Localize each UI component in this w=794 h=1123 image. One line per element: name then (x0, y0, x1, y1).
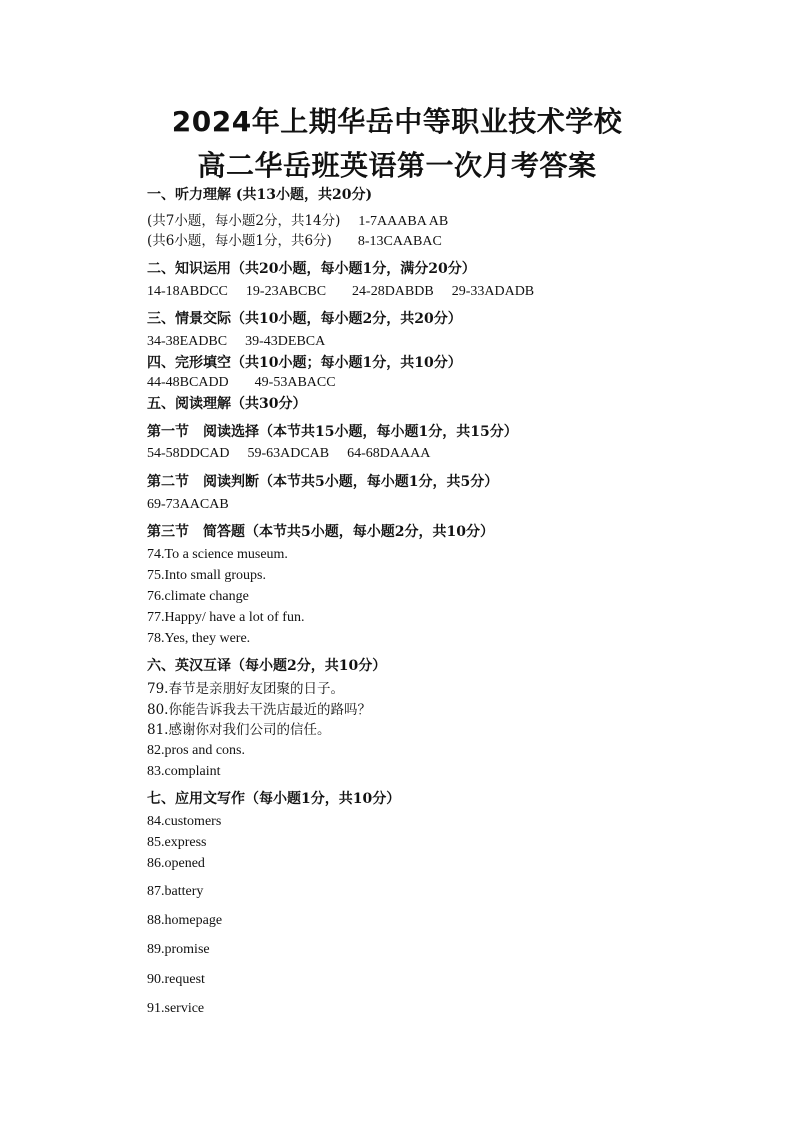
writing-item: 91.service (147, 1001, 205, 1016)
situational-answers-row (147, 333, 325, 351)
section-writing-heading: 七、应用文写作（每小题1分，共10分） (147, 791, 401, 807)
writing-item: 89.promise (147, 942, 210, 957)
short-answer-item: 75.Into small groups. (147, 568, 266, 583)
short-answer-item: 74.To a science museum. (147, 547, 288, 562)
knowledge-answers-row (147, 283, 534, 301)
listening-part2-row (147, 232, 442, 251)
translation-item: 79.春节是亲朋好友团聚的日子。 (147, 681, 344, 697)
listening-part2-note: (共6小题，每小题1分，共6分) (147, 233, 332, 249)
listening-part1-answers: 1-7AAABA AB (358, 214, 449, 229)
section-cloze-heading: 四、完形填空（共10小题；每小题1分，共10分） (147, 355, 462, 371)
writing-item: 88.homepage (147, 913, 223, 928)
reading-part1-heading: 第一节 阅读选择（本节共15小题，每小题1分，共15分） (147, 424, 518, 440)
translation-item: 82.pros and cons. (147, 743, 245, 758)
situational-answer-group: 34-38EADBC (147, 334, 228, 349)
reading-answer-group: 64-68DAAAA (347, 446, 431, 461)
short-answer-item: 78.Yes, they were. (147, 631, 251, 646)
reading-part2-heading: 第二节 阅读判断（本节共5小题，每小题1分，共5分） (147, 474, 499, 490)
section-translation-heading: 六、英汉互译（每小题2分，共10分） (147, 658, 387, 674)
reading-part3-heading: 第三节 简答题（本节共5小题，每小题2分，共10分） (147, 524, 494, 540)
translation-item: 81.感谢你对我们公司的信任。 (147, 722, 331, 738)
writing-item: 85.express (147, 835, 207, 850)
cloze-answer-group: 49-53ABACC (254, 375, 336, 390)
section-situational-heading: 三、情景交际（共10小题，每小题2分，共20分） (147, 311, 462, 327)
translation-item: 83.complaint (147, 764, 221, 779)
reading-answer-group: 54-58DDCAD (147, 446, 230, 461)
writing-item: 86.opened (147, 856, 205, 871)
writing-item: 90.request (147, 972, 205, 987)
knowledge-answer-group: 19-23ABCBC (245, 284, 327, 299)
cloze-answers-row (147, 374, 336, 392)
document-title-line1: 2024年上期华岳中等职业技术学校 (171, 105, 623, 138)
reading-part2-answers: 69-73AACAB (147, 497, 229, 512)
section-reading-heading: 五、阅读理解（共30分） (147, 396, 307, 412)
document-title-line2: 高二华岳班英语第一次月考答案 (197, 149, 597, 182)
knowledge-answer-group: 29-33ADADB (451, 284, 535, 299)
short-answer-item: 76.climate change (147, 589, 249, 604)
listening-part2-answers: 8-13CAABAC (357, 234, 442, 249)
knowledge-answer-group: 24-28DABDB (352, 284, 434, 299)
writing-item: 84.customers (147, 814, 222, 829)
situational-answer-group: 39-43DEBCA (245, 334, 326, 349)
section-listening-heading: 一、听力理解 (共13小题，共20分) (147, 187, 373, 203)
section-knowledge-heading: 二、知识运用（共20小题，每小题1分，满分20分） (147, 261, 476, 277)
translation-item: 80.你能告诉我去干洗店最近的路吗？ (147, 702, 371, 718)
reading-part1-answers-row (147, 445, 430, 463)
writing-item: 87.battery (147, 884, 204, 899)
short-answer-item: 77.Happy/ have a lot of fun. (147, 610, 305, 625)
cloze-answer-group: 44-48BCADD (147, 375, 229, 390)
listening-part1-note: (共7小题，每小题2分，共14分) (147, 213, 341, 229)
listening-part1-row (147, 212, 448, 231)
knowledge-answer-group: 14-18ABDCC (147, 284, 228, 299)
reading-answer-group: 59-63ADCAB (247, 446, 330, 461)
